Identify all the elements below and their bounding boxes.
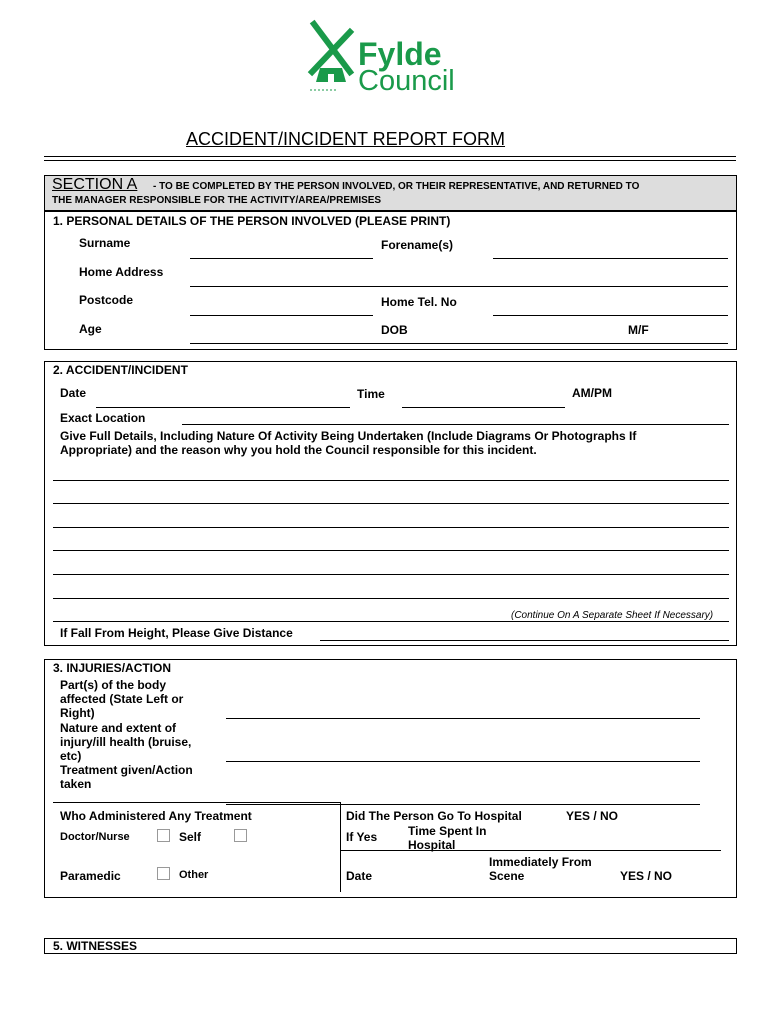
title-rule-top: [44, 156, 736, 157]
section-a-instruction-1: - TO BE COMPLETED BY THE PERSON INVOLVED, OR THEIR REPRESENTATIVE, AND RETURNED TO: [153, 181, 640, 192]
nature-extent-label-3: etc): [60, 749, 82, 763]
age-label: Age: [79, 322, 102, 336]
full-details-instruction-2: Appropriate) and the reason why you hold the Council responsible for this incident.: [60, 443, 537, 457]
form-title: ACCIDENT/INCIDENT REPORT FORM: [186, 129, 506, 149]
parts-affected-label-1: Part(s) of the body: [60, 678, 167, 692]
details-line-4[interactable]: [53, 550, 729, 551]
nature-extent-label-1: Nature and extent of: [60, 721, 177, 735]
time-spent-label-1: Time Spent In: [408, 824, 487, 838]
accident-date-field[interactable]: [96, 407, 350, 408]
paramedic-label: Paramedic: [60, 869, 121, 883]
postcode-label: Postcode: [79, 293, 134, 307]
hospital-question-label: Did The Person Go To Hospital: [346, 809, 522, 823]
postcode-field[interactable]: [190, 315, 373, 316]
accident-time-label: Time: [357, 387, 385, 401]
section-a-heading: SECTION A: [52, 176, 138, 193]
immediately-from-label-2: Scene: [489, 869, 525, 883]
council-logo: [306, 18, 456, 96]
treatment-grid-top: [53, 802, 341, 803]
continue-note: (Continue On A Separate Sheet If Necessary): [511, 610, 714, 621]
hospital-grid-rule: [340, 850, 721, 851]
self-checkbox[interactable]: [234, 829, 247, 842]
hospital-yes-no[interactable]: YES / NO: [566, 809, 619, 823]
home-tel-field[interactable]: [493, 315, 728, 316]
windmill-icon: [306, 18, 356, 94]
personal-details-heading: 1. PERSONAL DETAILS OF THE PERSON INVOLVED (PLEASE PRINT): [53, 214, 451, 228]
self-label: Self: [179, 830, 202, 844]
treatment-label-1: Treatment given/Action: [60, 763, 193, 777]
accident-time-field[interactable]: [402, 407, 565, 408]
nature-extent-field[interactable]: [226, 761, 700, 762]
details-line-6[interactable]: [53, 598, 729, 599]
hospital-date-label: Date: [346, 869, 373, 883]
witnesses-heading: 5. WITNESSES: [53, 939, 138, 953]
doctor-nurse-label: Doctor/Nurse: [60, 831, 130, 843]
home-address-field[interactable]: [190, 286, 728, 287]
home-tel-label: Home Tel. No: [381, 295, 457, 309]
time-spent-label-2: Hospital: [408, 838, 456, 852]
if-yes-label: If Yes: [346, 830, 378, 844]
parts-affected-field[interactable]: [226, 718, 700, 719]
who-administered-label: Who Administered Any Treatment: [60, 809, 252, 823]
forenames-label: Forename(s): [381, 238, 454, 252]
home-address-label: Home Address: [79, 265, 164, 279]
details-line-7[interactable]: [53, 621, 729, 622]
forenames-field[interactable]: [493, 258, 728, 259]
injuries-heading: 3. INJURIES/ACTION: [53, 661, 172, 675]
age-field[interactable]: [190, 343, 728, 344]
logo-council-text: Council: [358, 65, 455, 97]
witnesses-box: [44, 938, 737, 954]
details-line-2[interactable]: [53, 503, 729, 504]
details-line-3[interactable]: [53, 527, 729, 528]
exact-location-label: Exact Location: [60, 411, 146, 425]
surname-field[interactable]: [190, 258, 373, 259]
full-details-instruction-1: Give Full Details, Including Nature Of Activity Being Undertaken (Include Diagrams Or Photographs If: [60, 429, 637, 443]
mf-label: M/F: [628, 323, 649, 337]
parts-affected-label-3: Right): [60, 706, 95, 720]
exact-location-field[interactable]: [182, 424, 729, 425]
title-rule-bottom: [44, 160, 736, 161]
parts-affected-label-2: affected (State Left or: [60, 692, 184, 706]
nature-extent-label-2: injury/ill health (bruise,: [60, 735, 192, 749]
logo-fylde-text: Fylde: [358, 36, 442, 72]
accident-date-label: Date: [60, 386, 87, 400]
ampm-label: AM/PM: [572, 386, 612, 400]
surname-label: Surname: [79, 236, 131, 250]
details-line-5[interactable]: [53, 574, 729, 575]
details-line-1[interactable]: [53, 480, 729, 481]
doctor-nurse-checkbox[interactable]: [157, 829, 170, 842]
scene-yes-no[interactable]: YES / NO: [620, 869, 673, 883]
immediately-from-label-1: Immediately From: [489, 855, 592, 869]
treatment-grid-divider: [340, 802, 341, 892]
treatment-label-2: taken: [60, 777, 92, 791]
accident-heading: 2. ACCIDENT/INCIDENT: [53, 363, 188, 377]
dob-label: DOB: [381, 323, 408, 337]
treatment-field[interactable]: [226, 804, 700, 805]
other-label: Other: [179, 869, 209, 881]
paramedic-checkbox[interactable]: [157, 867, 170, 880]
fall-height-field[interactable]: [320, 640, 729, 641]
section-a-instruction-2: THE MANAGER RESPONSIBLE FOR THE ACTIVITY/AREA/PREMISES: [52, 195, 382, 206]
fall-height-label: If Fall From Height, Please Give Distance: [60, 626, 293, 640]
